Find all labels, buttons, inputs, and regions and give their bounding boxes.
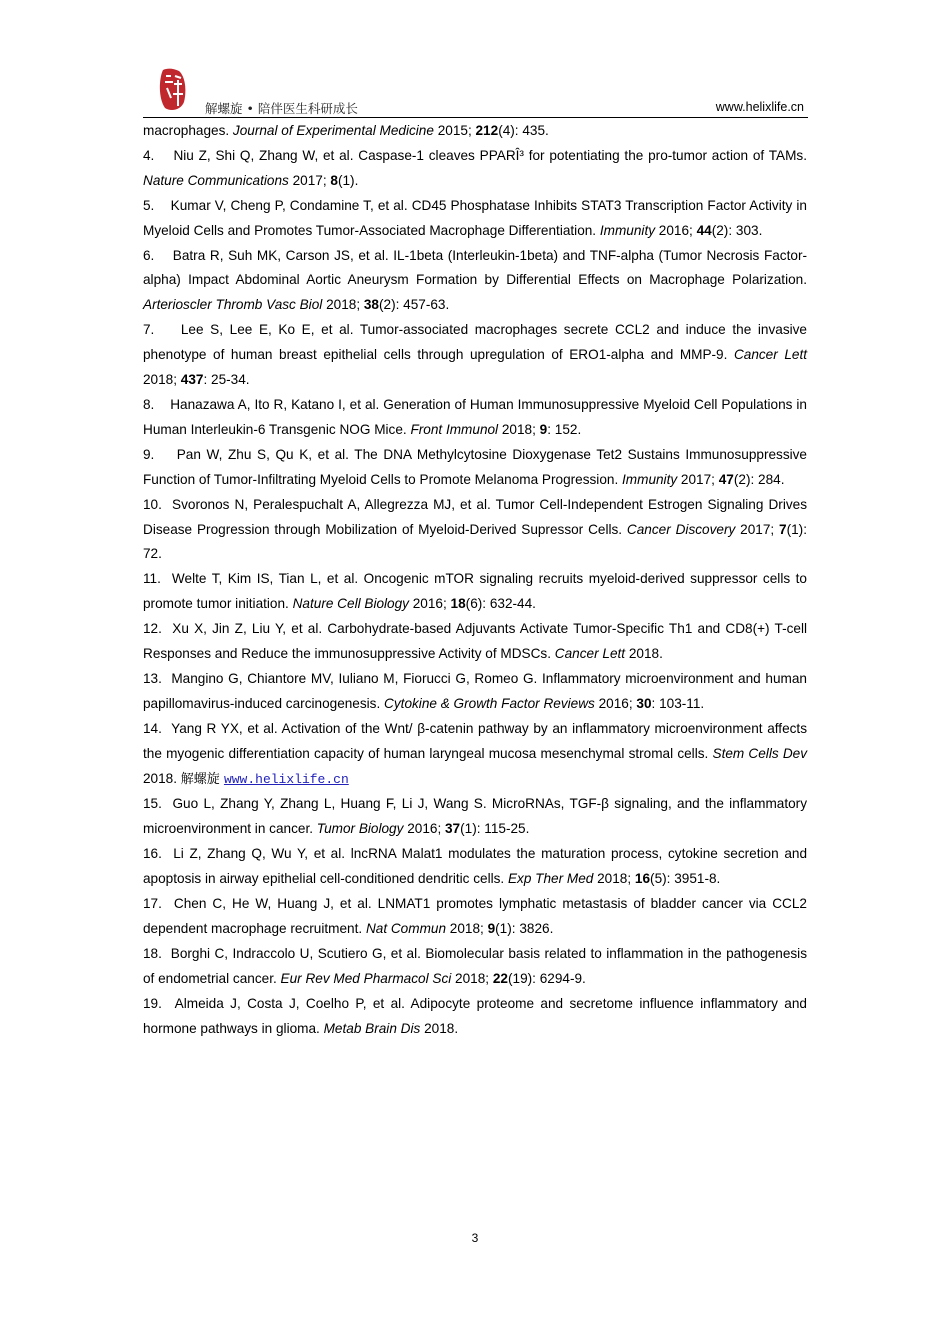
- reference-text: 2016;: [594, 695, 637, 711]
- reference-item: [143, 493, 807, 568]
- journal-name: Immunity: [599, 222, 656, 238]
- reference-text: 13. Mangino G, Chiantore MV, Iuliano M, Fiorucci G, Romeo G. Inflammatory microenvironment and human papillomavirus-induced carcinogenesis.: [143, 670, 807, 711]
- volume-number: 212: [475, 123, 499, 138]
- volume-number: 30: [636, 695, 652, 711]
- reference-text: (6): 632-44.: [465, 596, 536, 612]
- reference-list: [143, 119, 807, 1042]
- reference-text: 16. Li Z, Zhang Q, Wu Y, et al. lncRNA Malat1 modulates the maturation process, cytokine secretion and apoptosis in airway epithelial cell-conditioned dendritic cells.: [143, 846, 807, 887]
- volume-number: 22: [492, 970, 508, 986]
- reference-item: [143, 842, 807, 892]
- reference-item: [143, 393, 807, 443]
- helixlife-link[interactable]: www.helixlife.cn: [223, 771, 349, 787]
- journal-name: Cancer Discovery: [626, 521, 736, 537]
- volume-number: 437: [180, 372, 204, 388]
- journal-name: Nat Commun: [365, 921, 447, 936]
- reference-item: [143, 443, 807, 493]
- volume-number: 44: [696, 222, 712, 238]
- reference-text: 2016;: [403, 821, 445, 837]
- reference-text: 18. Borghi C, Indraccolo U, Scutiero G, et al. Biomolecular basis related to inflammation in the pathogenesis of endometrial cancer.: [143, 945, 807, 986]
- header-url[interactable]: www.helixlife.cn: [715, 100, 804, 114]
- helixlife-logo-icon: [157, 68, 187, 112]
- page-number: 3: [471, 1231, 479, 1245]
- reference-text: 11. Welte T, Kim IS, Tian L, et al. Oncogenic mTOR signaling recruits myeloid-derived suppressor cells to promote tumor initiation.: [143, 571, 807, 612]
- reference-text: 10. Svoronos N, Peralespuchalt A, Allegrezza MJ, et al. Tumor Cell-Independent Estrogen Signaling Drives Disease Progression through Mobilization of Myeloid-Derived Supressor Cells.: [143, 496, 807, 537]
- reference-text: 2018;: [593, 871, 635, 887]
- reference-item: [143, 667, 807, 717]
- journal-name: Cancer Lett: [554, 646, 626, 662]
- reference-text: : 103-11.: [651, 695, 705, 711]
- reference-text: 2018.: [143, 770, 181, 786]
- reference-text: 19. Almeida J, Costa J, Coelho P, et al. Adipocyte proteome and secretome influence inflammatory and hormone pathways in glioma.: [143, 995, 807, 1036]
- volume-number: 8: [330, 172, 338, 188]
- volume-number: 18: [450, 596, 466, 612]
- reference-text: 2018;: [498, 421, 540, 437]
- reference-text: (1).: [337, 172, 359, 188]
- reference-text: 2018.: [420, 1020, 459, 1036]
- reference-text: 2018;: [322, 297, 364, 313]
- journal-name: Immunity: [622, 471, 678, 487]
- volume-number: 7: [779, 521, 787, 537]
- reference-text: : 25-34.: [203, 372, 250, 388]
- reference-text: 12. Xu X, Jin Z, Liu Y, et al. Carbohydrate-based Adjuvants Activate Tumor-Specific Th1 and CD8(+) T-cell Responses and Reduce the immunosuppressive Activity of MDSCs.: [143, 621, 807, 662]
- reference-text: 8. Hanazawa A, Ito R, Katano I, et al. Generation of Human Immunosuppressive Myeloid Cell Populations in Human Interleukin-6 Transgenic NOG Mice.: [143, 396, 807, 437]
- reference-text: 2017;: [288, 172, 331, 188]
- reference-text: 4. Niu Z, Shi Q, Zhang W, et al. Caspase-1 cleaves PPARÎ³ for potentiating the pro-tumor action of TAMs.: [143, 147, 807, 163]
- reference-text: 2018;: [143, 372, 181, 388]
- journal-name: Front Immunol: [410, 421, 499, 437]
- reference-text: (2): 457-63.: [379, 297, 450, 313]
- reference-text: 2017;: [677, 471, 719, 487]
- journal-name: Cancer Lett: [733, 347, 807, 363]
- journal-name: Exp Ther Med: [507, 871, 594, 887]
- volume-number: 37: [445, 821, 461, 837]
- volume-number: 9: [539, 421, 548, 437]
- reference-text: 2015;: [433, 123, 476, 138]
- reference-text: 2016;: [408, 596, 451, 612]
- reference-text: 14. Yang R YX, et al. Activation of the Wnt/ β-catenin pathway by an inflammatory microenvironment affects the myogenic differentiation capacity of human laryngeal mucosa mesenchymal stromal cells.: [143, 720, 807, 761]
- journal-name: Eur Rev Med Pharmacol Sci: [280, 970, 452, 986]
- volume-number: 38: [363, 297, 379, 313]
- reference-item: [143, 617, 807, 667]
- journal-name: Tumor Biology: [316, 821, 404, 837]
- reference-text: 2018;: [451, 970, 493, 986]
- journal-name: Metab Brain Dis: [323, 1020, 421, 1036]
- reference-item: [143, 119, 807, 144]
- reference-text: 9. Pan W, Zhu S, Qu K, et al. The DNA Methylcytosine Dioxygenase Tet2 Sustains Immunosuppressive Function of Tumor-Infiltrating Myeloid Cells to Promote Melanoma Progression.: [143, 446, 807, 487]
- journal-name: Stem Cells Dev: [712, 745, 808, 761]
- volume-number: 16: [634, 871, 651, 887]
- header-divider: [143, 117, 808, 118]
- reference-text: 2018.: [625, 646, 663, 662]
- reference-text: 2017;: [735, 521, 780, 537]
- reference-text: (5): 3951-8.: [650, 871, 721, 887]
- reference-item: [143, 892, 807, 942]
- reference-item: [143, 318, 807, 393]
- volume-number: 47: [718, 471, 734, 487]
- reference-text: 5. Kumar V, Cheng P, Condamine T, et al. CD45 Phosphatase Inhibits STAT3 Transcription Factor Activity in Myeloid Cells and Promotes Tumor-Associated Macrophage Differentiation.: [143, 197, 807, 238]
- reference-text: (2): 303.: [711, 222, 763, 238]
- reference-text: (19): 6294-9.: [507, 970, 586, 986]
- journal-name: Journal of Experimental Medicine: [232, 123, 434, 138]
- reference-item: [143, 244, 807, 319]
- reference-item: [143, 567, 807, 617]
- reference-text: 2018;: [446, 921, 488, 936]
- reference-text: 7. Lee S, Lee E, Ko E, et al. Tumor-associated macrophages secrete CCL2 and induce the invasive phenotype of human breast epithelial cells through upregulation of ERO1-alpha and MMP-9.: [143, 322, 807, 363]
- journal-name: Nature Cell Biology: [292, 596, 409, 612]
- reference-text: macrophages.: [143, 123, 233, 138]
- reference-text: (1): 72.: [143, 521, 807, 562]
- reference-text: 15. Guo L, Zhang Y, Zhang L, Huang F, Li J, Wang S. MicroRNAs, TGF-β signaling, and the inflammatory microenvironment in cancer.: [143, 796, 807, 837]
- reference-item: [143, 992, 807, 1042]
- reference-item: [143, 942, 807, 992]
- reference-text: (1): 3826.: [495, 921, 554, 936]
- reference-text: 17. Chen C, He W, Huang J, et al. LNMAT1 promotes lymphatic metastasis of bladder cancer via CCL2 dependent macrophage recruitment.: [143, 896, 807, 936]
- reference-text: 6. Batra R, Suh MK, Carson JS, et al. IL-1beta (Interleukin-1beta) and TNF-alpha (Tumor Necrosis Factor-alpha) Impact Abdominal Aortic Aneurysm Formation by Differential Effects on Macrophage Polarization.: [143, 247, 807, 288]
- reference-text: (1): 115-25.: [460, 821, 530, 837]
- header-brand-text: 解螺旋 • 陪伴医生科研成长: [205, 101, 358, 116]
- reference-item: [143, 792, 807, 842]
- reference-text: (4): 435.: [498, 123, 549, 138]
- journal-name: Arterioscler Thromb Vasc Biol: [143, 297, 323, 313]
- watermark-text: 解螺旋: [180, 771, 224, 787]
- reference-text: (2): 284.: [733, 471, 785, 487]
- volume-number: 9: [487, 921, 496, 936]
- reference-item: [143, 144, 807, 194]
- reference-item: [143, 194, 807, 244]
- reference-text: 2016;: [655, 222, 697, 238]
- journal-name: Cytokine & Growth Factor Reviews: [384, 695, 595, 711]
- reference-text: : 152.: [547, 421, 582, 437]
- journal-name: Nature Communications: [143, 172, 289, 188]
- reference-item: [143, 717, 807, 793]
